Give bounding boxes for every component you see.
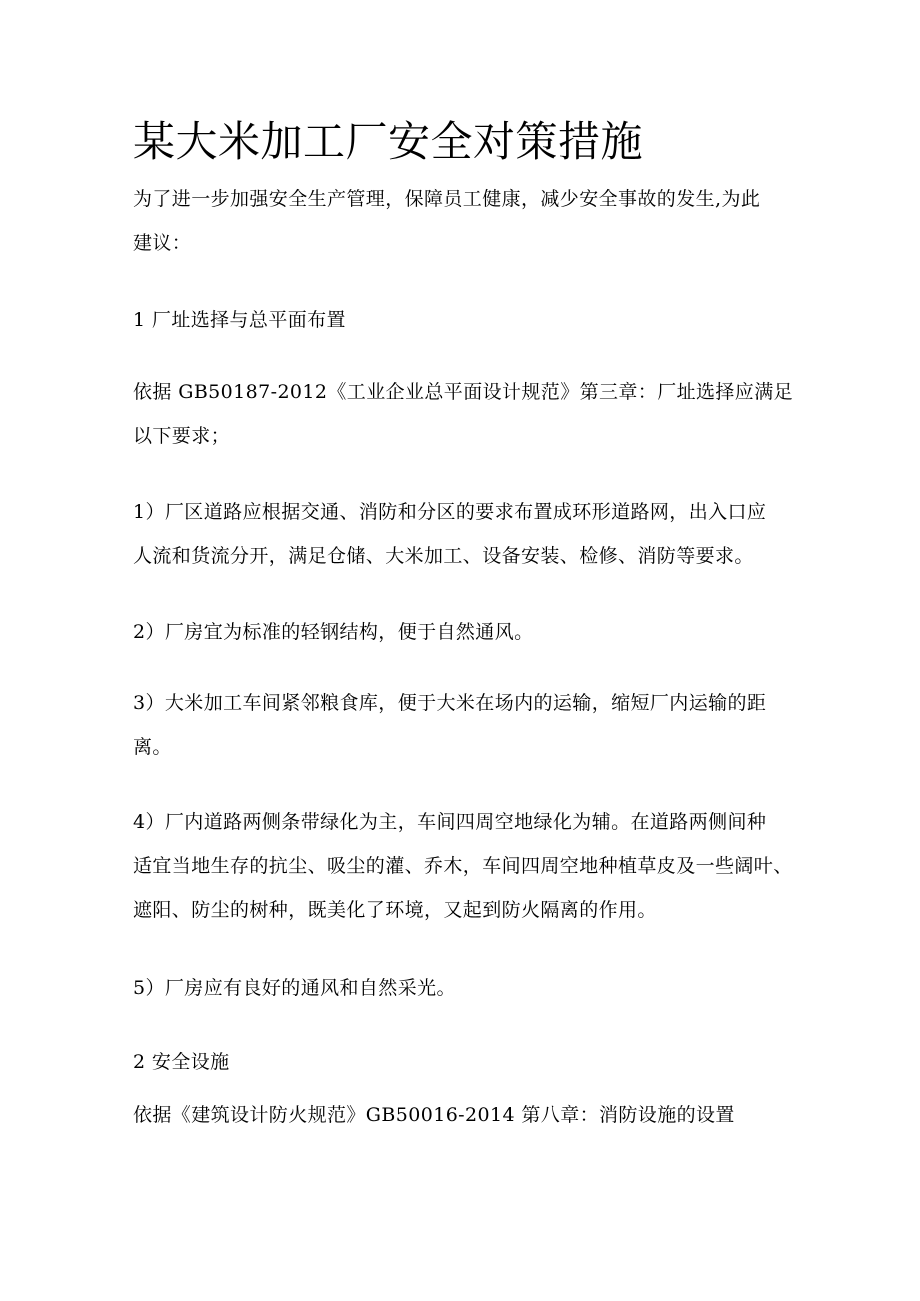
text-line: 为了进一步加强安全生产管理，保障员工健康，减少安全事故的发生,为此 <box>133 188 761 210</box>
list-item-5 <box>133 966 793 1010</box>
text-line: 5）厂房应有良好的通风和自然采光。 <box>133 977 456 999</box>
text-line: 人流和货流分开，满足仓储、大米加工、设备安装、检修、消防等要求。 <box>133 545 754 567</box>
text-line: 适宜当地生存的抗尘、吸尘的灌、乔木，车间四周空地种植草皮及一些阔叶、 <box>133 855 793 877</box>
intro-paragraph <box>133 177 793 265</box>
text-line: 2 安全设施 <box>133 1051 230 1073</box>
text-line: 2）厂房宜为标准的轻钢结构，便于自然通风。 <box>133 621 534 643</box>
list-item-3 <box>133 681 793 769</box>
text-line: 依据《建筑设计防火规范》GB50016-2014 第八章：消防设施的设置 <box>133 1104 735 1126</box>
list-item-4 <box>133 800 793 932</box>
section-2-basis <box>133 1093 793 1137</box>
text-line: 遮阳、防尘的树种，既美化了环境，又起到防火隔离的作用。 <box>133 899 657 921</box>
text-line: 3）大米加工车间紧邻粮食库，便于大米在场内的运输，缩短厂内运输的距 <box>133 692 767 714</box>
list-item-2 <box>133 610 793 654</box>
text-line: 离。 <box>133 736 172 758</box>
list-item-1 <box>133 490 793 578</box>
text-line: 依据 GB50187-2012《工业企业总平面设计规范》第三章：厂址选择应满足 <box>133 381 793 403</box>
document-title: 某大米加工厂安全对策措施 <box>133 117 644 166</box>
text-line: 1 厂址选择与总平面布置 <box>133 309 346 331</box>
text-line: 以下要求； <box>133 425 231 447</box>
section-2-heading <box>133 1040 793 1084</box>
text-line: 4）厂内道路两侧条带绿化为主，车间四周空地绿化为辅。在道路两侧间种 <box>133 811 767 833</box>
text-line: 1）厂区道路应根据交通、消防和分区的要求布置成环形道路网，出入口应 <box>133 501 767 523</box>
section-1-basis <box>133 370 793 458</box>
section-1-heading <box>133 298 793 342</box>
text-line: 建议： <box>133 232 192 254</box>
